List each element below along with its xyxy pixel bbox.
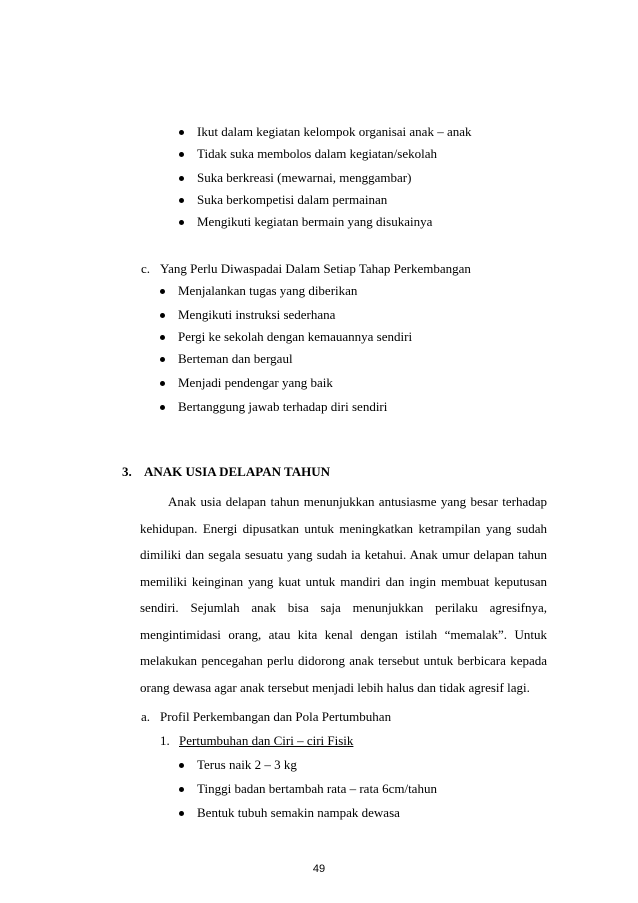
list-item-text: Bertanggung jawab terhadap diri sendiri xyxy=(178,399,388,414)
list-item-text: Suka berkompetisi dalam permainan xyxy=(197,192,388,207)
list-item-text: Menjadi pendengar yang baik xyxy=(178,375,333,390)
list-item xyxy=(179,214,432,230)
section-a-heading xyxy=(141,709,391,725)
section-title: Profil Perkembangan dan Pola Pertumbuhan xyxy=(160,709,392,724)
bullet-icon xyxy=(179,130,184,135)
list-item xyxy=(179,757,297,773)
section-marker: a. xyxy=(141,709,151,724)
bullet-icon xyxy=(179,811,184,816)
bullet-icon xyxy=(160,405,165,410)
list-item-text: Mengikuti kegiatan bermain yang disukainya xyxy=(197,214,433,229)
list-item xyxy=(160,399,387,415)
list-item-text: Mengikuti instruksi sederhana xyxy=(178,307,336,322)
subsection-title: Pertumbuhan dan Ciri – ciri Fisik xyxy=(179,733,354,748)
list-item xyxy=(179,170,411,186)
list-item-text: Bentuk tubuh semakin nampak dewasa xyxy=(197,805,400,820)
list-item-text: Tidak suka membolos dalam kegiatan/sekolah xyxy=(197,146,437,161)
list-item xyxy=(179,781,437,797)
list-item-text: Suka berkreasi (mewarnai, menggambar) xyxy=(197,170,412,185)
paragraph-line: kehidupan. Energi dipusatkan untuk meningkatkan ketrampilan yang sudah xyxy=(140,521,547,536)
section-marker: 3. xyxy=(122,464,132,479)
list-item-text: Menjalankan tugas yang diberikan xyxy=(178,283,358,298)
list-item xyxy=(160,283,357,299)
list-item xyxy=(160,375,333,391)
bullet-icon xyxy=(160,381,165,386)
list-item-text: Terus naik 2 – 3 kg xyxy=(197,757,297,772)
list-item xyxy=(179,192,387,208)
bullet-icon xyxy=(160,289,165,294)
list-item-text: Ikut dalam kegiatan kelompok organisai anak – anak xyxy=(197,124,472,139)
section-c-heading xyxy=(141,261,471,277)
list-item xyxy=(179,146,437,162)
paragraph-line: melakukan pencegahan perlu didorong anak tersebut untuk berbicara kepada xyxy=(140,653,547,668)
bullet-icon xyxy=(160,313,165,318)
section-title: Yang Perlu Diwaspadai Dalam Setiap Tahap Perkembangan xyxy=(160,261,471,276)
list-item-text: Pergi ke sekolah dengan kemauannya sendiri xyxy=(178,329,413,344)
section-title: ANAK USIA DELAPAN TAHUN xyxy=(144,464,330,479)
subsection-marker: 1. xyxy=(160,733,170,748)
paragraph-line: sendiri. Sejumlah anak bisa saja menunjukkan perilaku agresifnya, xyxy=(140,600,547,615)
paragraph-line: Anak usia delapan tahun menunjukkan antusiasme yang besar terhadap xyxy=(168,494,547,509)
list-item xyxy=(160,351,293,367)
paragraph-line: orang dewasa agar anak tersebut menjadi lebih halus dan tidak agresif lagi. xyxy=(140,680,530,695)
bullet-icon xyxy=(179,152,184,157)
paragraph-line: mengintimidasi orang, atau kita kenal dengan istilah “memalak”. Untuk xyxy=(140,627,547,642)
list-item xyxy=(179,124,471,140)
subsection-1-heading xyxy=(160,733,353,749)
list-item-text: Berteman dan bergaul xyxy=(178,351,293,366)
bullet-icon xyxy=(179,220,184,225)
paragraph-line: memiliki keinginan yang kuat untuk mandiri dan ingin membuat keputusan xyxy=(140,574,547,589)
section-3-heading xyxy=(122,464,330,480)
bullet-icon xyxy=(179,787,184,792)
bullet-icon xyxy=(179,763,184,768)
bullet-icon xyxy=(179,198,184,203)
paragraph-line: dimiliki dan segala sesuatu yang sudah ia ketahui. Anak umur delapan tahun xyxy=(140,547,547,562)
list-item xyxy=(160,329,412,345)
bullet-icon xyxy=(179,176,184,181)
bullet-icon xyxy=(160,335,165,340)
page-number: 49 xyxy=(312,863,326,875)
list-item xyxy=(160,307,335,323)
bullet-icon xyxy=(160,357,165,362)
section-marker: c. xyxy=(141,261,151,276)
list-item-text: Tinggi badan bertambah rata – rata 6cm/tahun xyxy=(197,781,437,796)
list-item xyxy=(179,805,400,821)
